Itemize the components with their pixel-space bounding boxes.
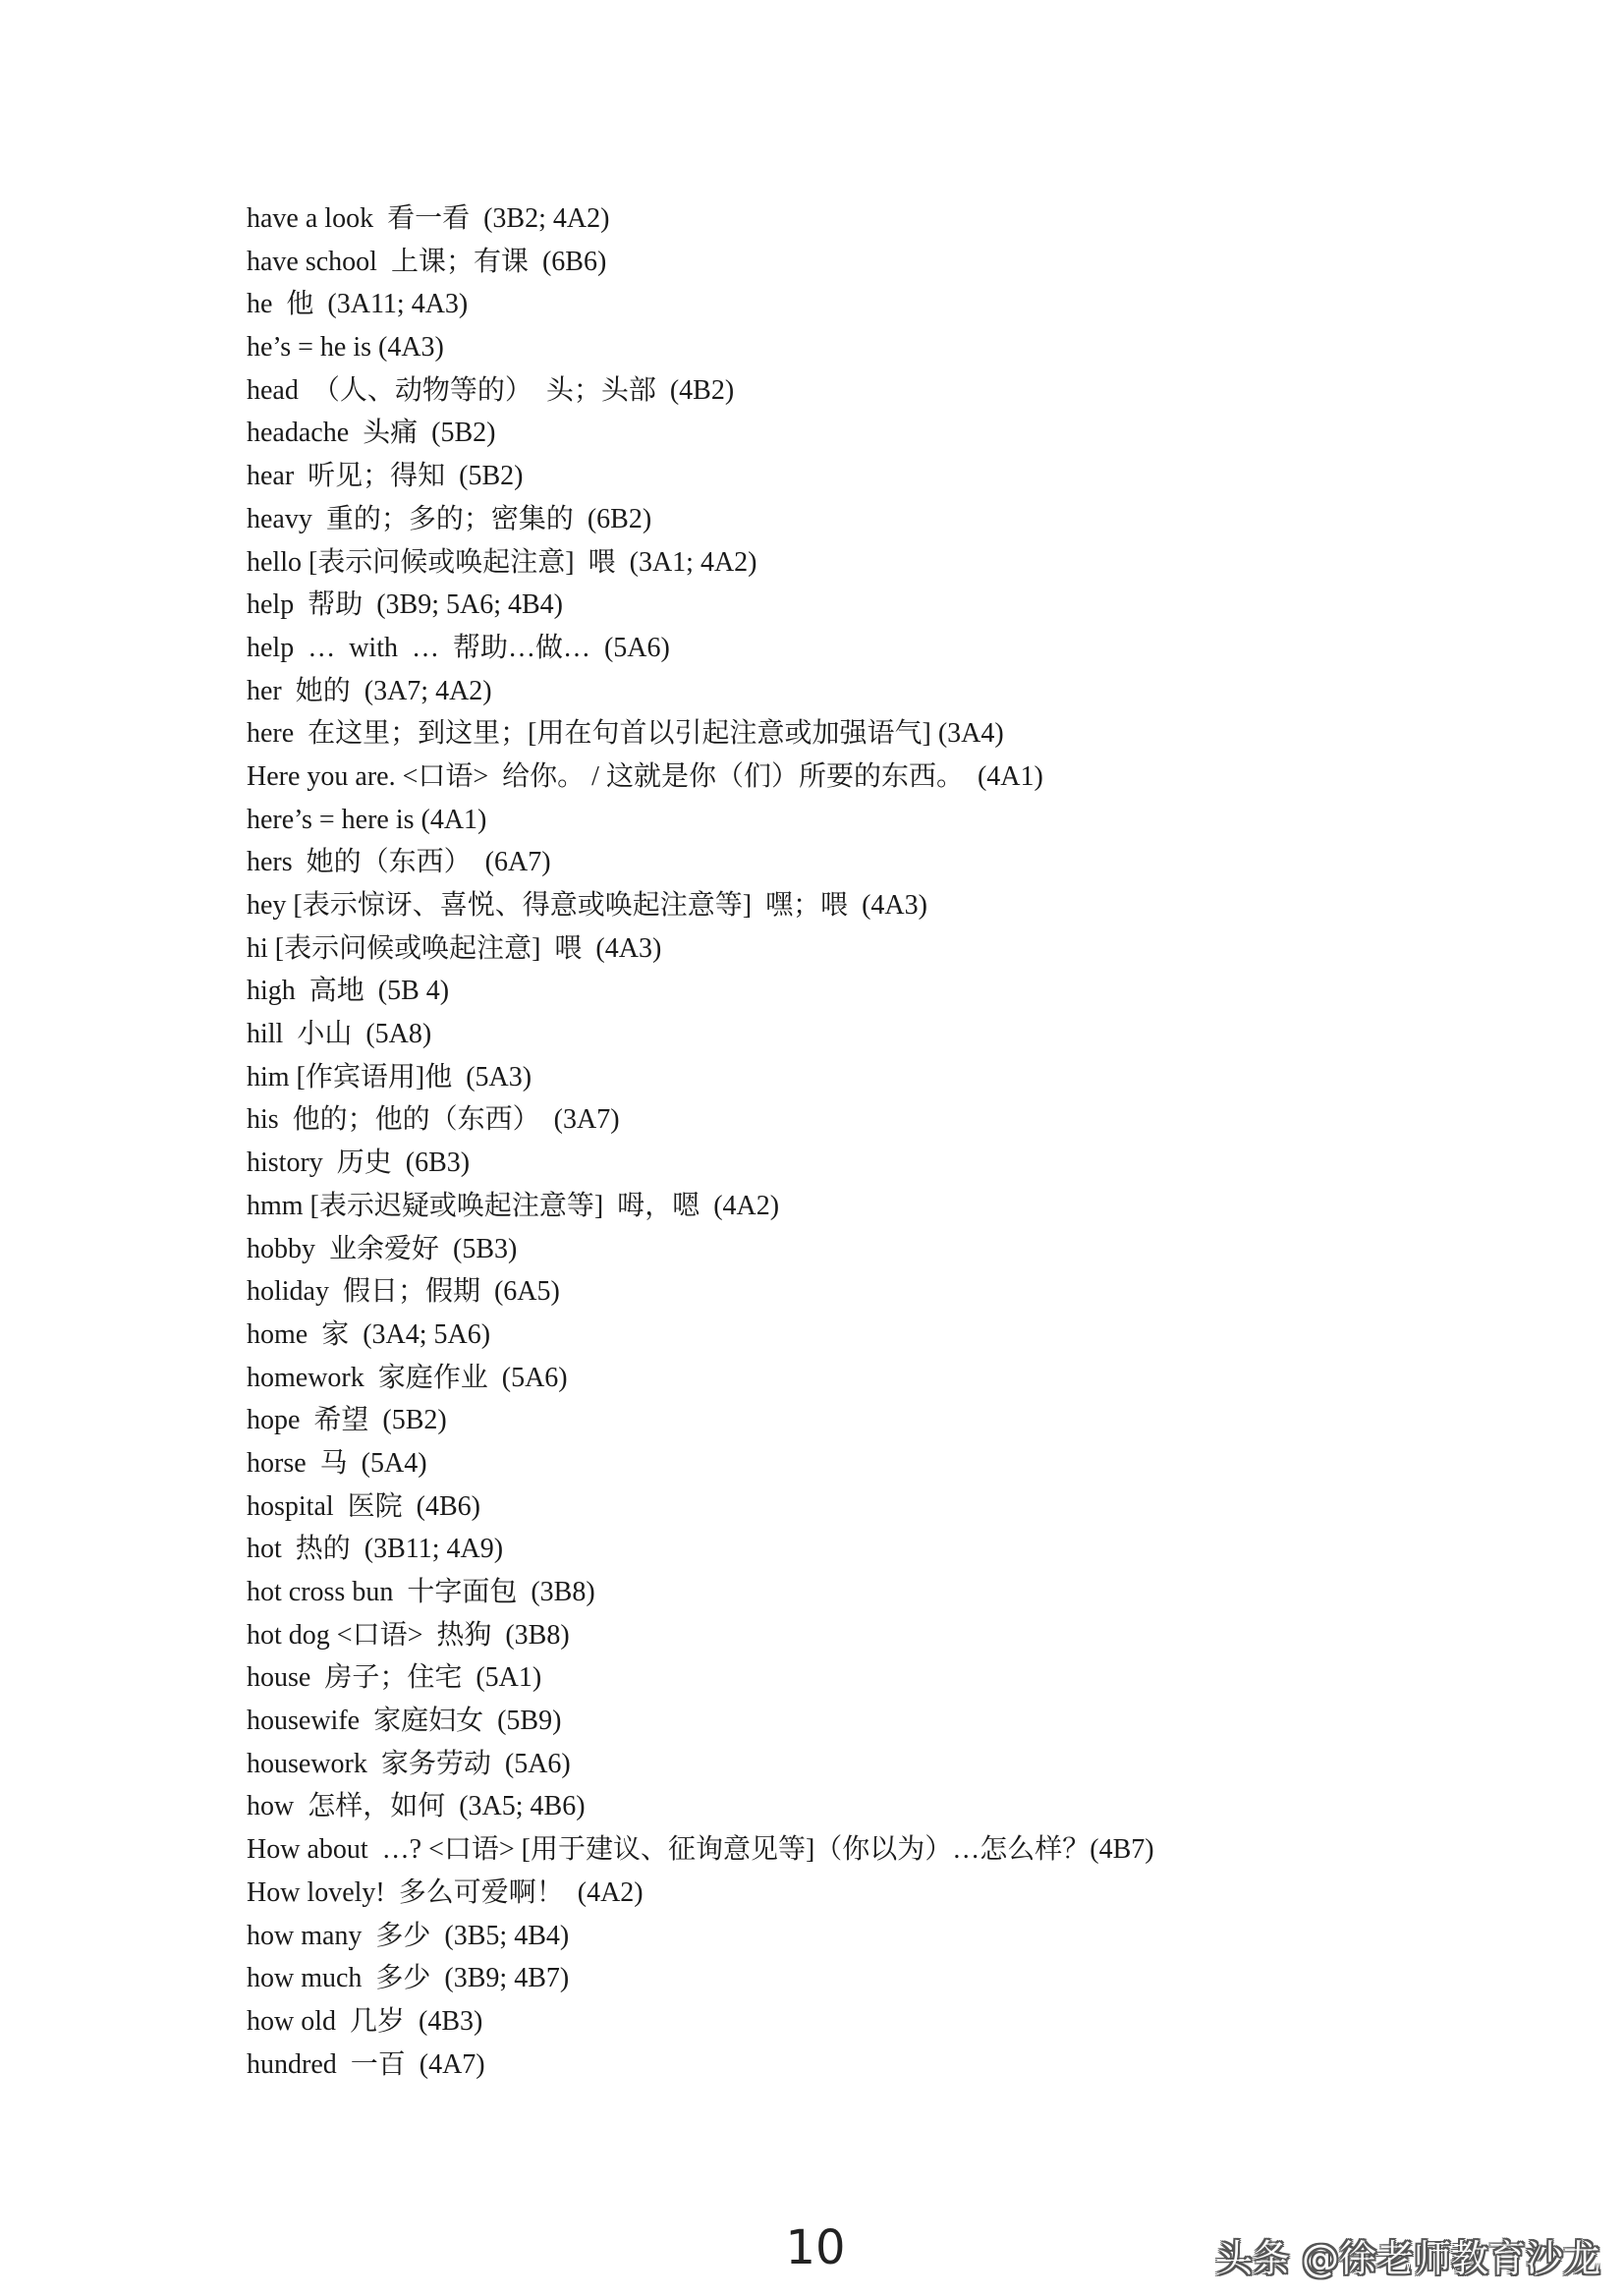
vocabulary-entry: have a look 看一看 (3B2; 4A2) — [247, 203, 610, 234]
vocabulary-entry: hope 希望 (5B2) — [247, 1405, 447, 1436]
vocabulary-entry: house 房子；住宅 (5A1) — [247, 1662, 542, 1694]
vocabulary-entry: hmm [表示迟疑或唤起注意等] 呣，嗯 (4A2) — [247, 1190, 780, 1221]
vocabulary-entry: he 他 (3A11; 4A3) — [247, 289, 469, 320]
vocabulary-entry: homework 家庭作业 (5A6) — [247, 1362, 568, 1393]
vocabulary-entry: head （人、动物等的） 头；头部 (4B2) — [247, 374, 735, 406]
vocabulary-entry: horse 马 (5A4) — [247, 1447, 427, 1479]
vocabulary-entry: here’s = here is (4A1) — [247, 804, 487, 835]
vocabulary-list — [247, 197, 1154, 2086]
vocabulary-entry: How about …? <口语> [用于建议、征询意见等]（你以为）…怎么样？(4B7) — [247, 1834, 1154, 1866]
vocabulary-entry: home 家 (3A4; 5A6) — [247, 1318, 491, 1350]
vocabulary-entry: hospital 医院 (4B6) — [247, 1490, 480, 1522]
vocabulary-entry: hello [表示问候或唤起注意] 喂 (3A1; 4A2) — [247, 546, 757, 578]
vocabulary-entry: her 她的 (3A7; 4A2) — [247, 675, 492, 706]
vocabulary-entry: hi [表示问候或唤起注意] 喂 (4A3) — [247, 932, 662, 964]
vocabulary-entry: help … with … 帮助…做… (5A6) — [247, 632, 670, 663]
vocabulary-entry: housework 家务劳动 (5A6) — [247, 1748, 571, 1779]
vocabulary-entry: hey [表示惊讶、喜悦、得意或唤起注意等] 嘿；喂 (4A3) — [247, 890, 927, 921]
vocabulary-entry: have school 上课；有课 (6B6) — [247, 246, 607, 277]
vocabulary-entry: his 他的；他的（东西） (3A7) — [247, 1104, 620, 1136]
vocabulary-entry: help 帮助 (3B9; 5A6; 4B4) — [247, 589, 563, 621]
vocabulary-entry: high 高地 (5B 4) — [247, 976, 450, 1007]
vocabulary-entry: how much 多少 (3B9; 4B7) — [247, 1963, 570, 1994]
vocabulary-entry: him [作宾语用]他 (5A3) — [247, 1061, 532, 1092]
vocabulary-entry: housewife 家庭妇女 (5B9) — [247, 1706, 562, 1737]
vocabulary-entry: hear 听见；得知 (5B2) — [247, 461, 524, 492]
vocabulary-entry: hot dog <口语> 热狗 (3B8) — [247, 1619, 570, 1651]
vocabulary-entry: he’s = he is (4A3) — [247, 332, 444, 364]
vocabulary-entry: How lovely! 多么可爱啊！ (4A2) — [247, 1876, 644, 1908]
vocabulary-entry: how old 几岁 (4B3) — [247, 2005, 483, 2037]
vocabulary-entry: here 在这里；到这里；[用在句首以引起注意或加强语气] (3A4) — [247, 718, 1004, 750]
vocabulary-entry: holiday 假日；假期 (6A5) — [247, 1276, 560, 1308]
vocabulary-entry: how many 多少 (3B5; 4B4) — [247, 1920, 570, 1951]
watermark: 头条 @徐老师教育沙龙 — [1214, 2237, 1600, 2280]
vocabulary-entry: hill 小山 (5A8) — [247, 1019, 432, 1050]
vocabulary-entry: how 怎样，如何 (3A5; 4B6) — [247, 1791, 586, 1822]
vocabulary-entry: hundred 一百 (4A7) — [247, 2048, 485, 2080]
vocabulary-entry: headache 头痛 (5B2) — [247, 418, 496, 449]
vocabulary-entry: hot 热的 (3B11; 4A9) — [247, 1534, 504, 1565]
vocabulary-entry: history 历史 (6B3) — [247, 1148, 471, 1179]
vocabulary-entry: hot cross bun 十字面包 (3B8) — [247, 1577, 595, 1607]
vocabulary-entry: hobby 业余爱好 (5B3) — [247, 1233, 518, 1264]
vocabulary-entry: Here you are. <口语> 给你。 / 这就是你（们）所要的东西。 (4A1) — [247, 760, 1043, 792]
page-number: 10 — [785, 2220, 846, 2275]
vocabulary-entry: hers 她的（东西） (6A7) — [247, 847, 551, 878]
vocabulary-entry: heavy 重的；多的；密集的 (6B2) — [247, 503, 652, 534]
